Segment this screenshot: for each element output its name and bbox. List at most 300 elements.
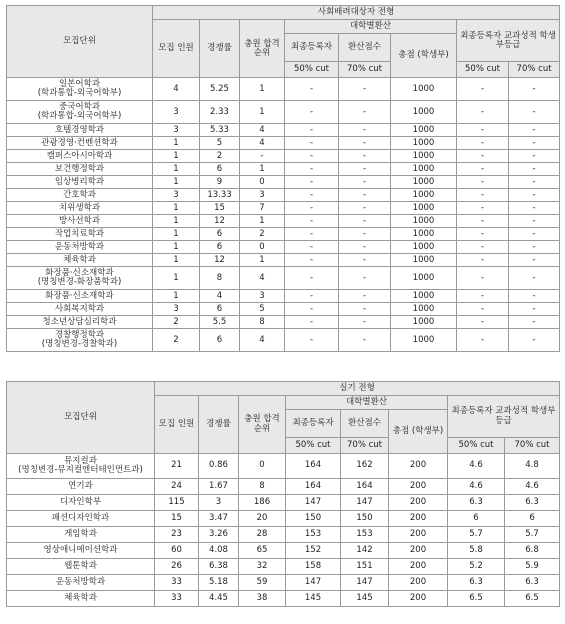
cell-g70: 5.9: [505, 559, 560, 575]
table-row: [7, 78, 560, 101]
cell-rate: 2: [200, 150, 240, 163]
cell-unit: 간호학과: [7, 189, 153, 202]
cell-total: 1000: [391, 176, 457, 189]
cell-quota: 21: [155, 454, 199, 479]
cell-unit: 캠퍼스아시아학과: [7, 150, 153, 163]
cell-rate: 6: [200, 241, 240, 254]
cell-rate: 13.33: [200, 189, 240, 202]
cell-quota: 1: [153, 202, 200, 215]
cell-g50: -: [457, 124, 509, 137]
cell-a70: 151: [341, 559, 389, 575]
cell-g70: -: [509, 124, 560, 137]
cell-a50: 164: [286, 454, 341, 479]
cell-quota: 1: [153, 163, 200, 176]
cell-g50: -: [457, 267, 509, 290]
table-row: [7, 176, 560, 189]
cell-rank: 38: [239, 591, 286, 607]
cell-total: 1000: [391, 316, 457, 329]
table-row: [7, 329, 560, 352]
cell-total: 200: [389, 495, 448, 511]
cell-rate: 3.47: [199, 511, 239, 527]
cell-rank: 1: [240, 215, 285, 228]
col-waitlist-header: 충원 합격 순위: [240, 20, 285, 78]
cell-total: 1000: [391, 137, 457, 150]
cell-rank: 7: [240, 202, 285, 215]
cell-g70: -: [509, 316, 560, 329]
cell-rate: 5.5: [200, 316, 240, 329]
cell-g70: -: [509, 150, 560, 163]
cell-g50: 6.3: [448, 575, 505, 591]
cell-quota: 3: [153, 101, 200, 124]
cell-g70: 4.6: [505, 479, 560, 495]
table-row: [7, 254, 560, 267]
cell-g50: 6.5: [448, 591, 505, 607]
cell-a50: -: [285, 303, 339, 316]
cell-g50: -: [457, 329, 509, 352]
cell-rate: 12: [200, 215, 240, 228]
cell-a70: -: [339, 189, 391, 202]
cell-rate: 4: [200, 290, 240, 303]
cell-a70: -: [339, 254, 391, 267]
cell-g50: -: [457, 241, 509, 254]
cell-rate: 5.33: [200, 124, 240, 137]
cell-g50: 5.8: [448, 543, 505, 559]
col-grade-50cut: 50% cut: [457, 62, 509, 78]
cell-quota: 2: [153, 316, 200, 329]
cell-g50: -: [457, 290, 509, 303]
cell-rank: 1: [240, 78, 285, 101]
cell-quota: 1: [153, 254, 200, 267]
cell-g70: 5.7: [505, 527, 560, 543]
cell-rate: 4.08: [199, 543, 239, 559]
cell-a70: 147: [341, 495, 389, 511]
cell-unit: 연기과: [7, 479, 155, 495]
cell-rank: 8: [239, 479, 286, 495]
cell-rank: 3: [240, 290, 285, 303]
cell-rate: 3: [199, 495, 239, 511]
cell-rate: 5.18: [199, 575, 239, 591]
cell-rate: 15: [200, 202, 240, 215]
cell-a70: -: [339, 150, 391, 163]
cell-g50: -: [457, 78, 509, 101]
cell-quota: 3: [153, 303, 200, 316]
cell-unit: 관광경영·컨벤션학과: [7, 137, 153, 150]
cell-a70: -: [339, 290, 391, 303]
cell-total: 1000: [391, 290, 457, 303]
col-quota-header: 모집 인원: [155, 396, 199, 454]
cell-unit: 임상병리학과: [7, 176, 153, 189]
cell-unit: 보건행정학과: [7, 163, 153, 176]
cell-total: 1000: [391, 267, 457, 290]
cell-g50: -: [457, 254, 509, 267]
cell-g50: 5.2: [448, 559, 505, 575]
cell-rate: 2.33: [200, 101, 240, 124]
cell-unit: 화장품·신소재학과 (명칭변경-화장품학과): [7, 267, 153, 290]
cell-rate: 6: [200, 303, 240, 316]
cell-g50: -: [457, 101, 509, 124]
cell-g70: 4.8: [505, 454, 560, 479]
col-conv-70cut: 70% cut: [341, 438, 389, 454]
cell-a50: -: [285, 290, 339, 303]
table-row: [7, 543, 560, 559]
cell-g70: -: [509, 78, 560, 101]
cell-g70: -: [509, 228, 560, 241]
cell-g70: -: [509, 329, 560, 352]
cell-a50: -: [285, 189, 339, 202]
cell-rank: 28: [239, 527, 286, 543]
cell-quota: 1: [153, 267, 200, 290]
cell-total: 1000: [391, 78, 457, 101]
cell-a50: -: [285, 254, 339, 267]
table-row: [7, 511, 560, 527]
cell-a70: -: [339, 202, 391, 215]
cell-unit: 중국어학과 (학과통합-외국어학부): [7, 101, 153, 124]
table-row: [7, 241, 560, 254]
cell-total: 1000: [391, 101, 457, 124]
cell-a50: -: [285, 163, 339, 176]
cell-a50: 164: [286, 479, 341, 495]
cell-g50: -: [457, 189, 509, 202]
cell-unit: 방사선학과: [7, 215, 153, 228]
table-row: [7, 527, 560, 543]
cell-rank: 0: [240, 241, 285, 254]
cell-rank: 0: [240, 176, 285, 189]
cell-unit: 호텔경영학과: [7, 124, 153, 137]
cell-a70: -: [339, 163, 391, 176]
cell-rank: 59: [239, 575, 286, 591]
cell-unit: 치위생학과: [7, 202, 153, 215]
cell-quota: 1: [153, 176, 200, 189]
cell-rank: 5: [240, 303, 285, 316]
cell-g50: -: [457, 137, 509, 150]
cell-a50: -: [285, 176, 339, 189]
cell-rank: 0: [239, 454, 286, 479]
cell-rate: 6: [200, 228, 240, 241]
cell-total: 200: [389, 527, 448, 543]
cell-a70: -: [339, 228, 391, 241]
col-quota-header: 모집 인원: [153, 20, 200, 78]
col-rate-header: 경쟁률: [200, 20, 240, 78]
table-body: [7, 454, 560, 607]
cell-quota: 26: [155, 559, 199, 575]
group-title: 사회배려대상자 전형: [153, 6, 560, 20]
cell-total: 200: [389, 575, 448, 591]
cell-rank: 4: [240, 137, 285, 150]
cell-g50: -: [457, 163, 509, 176]
cell-rank: 186: [239, 495, 286, 511]
cell-unit: 경찰행정학과 (명칭변경-경찰학과): [7, 329, 153, 352]
cell-quota: 1: [153, 150, 200, 163]
cell-g70: -: [509, 202, 560, 215]
table-row: [7, 215, 560, 228]
cell-quota: 1: [153, 137, 200, 150]
cell-g50: -: [457, 215, 509, 228]
cell-quota: 1: [153, 241, 200, 254]
cell-a50: 152: [286, 543, 341, 559]
col-conversion-header: 대학별환산: [286, 396, 448, 410]
cell-g70: -: [509, 163, 560, 176]
table-row: [7, 316, 560, 329]
col-final-reg-header: 최종등록자: [285, 34, 339, 62]
cell-a50: -: [285, 267, 339, 290]
cell-unit: 영상애니메이션학과: [7, 543, 155, 559]
cell-unit: 체육학과: [7, 254, 153, 267]
cell-rank: 1: [240, 101, 285, 124]
table-row: [7, 591, 560, 607]
col-unit-header: 모집단위: [7, 6, 153, 78]
col-grade-header: 최종등록자 교과성적 학생부등급: [457, 20, 560, 62]
cell-total: 200: [389, 591, 448, 607]
table-row: [7, 124, 560, 137]
cell-a70: -: [339, 241, 391, 254]
cell-total: 200: [389, 511, 448, 527]
cell-rank: -: [240, 150, 285, 163]
cell-g70: 6.3: [505, 575, 560, 591]
cell-unit: 디자인학부: [7, 495, 155, 511]
cell-unit: 패션디자인학과: [7, 511, 155, 527]
cell-a50: -: [285, 215, 339, 228]
cell-a70: -: [339, 137, 391, 150]
cell-quota: 33: [155, 575, 199, 591]
cell-total: 200: [389, 479, 448, 495]
col-grade-70cut: 70% cut: [505, 438, 560, 454]
cell-rate: 5.25: [200, 78, 240, 101]
cell-g50: 6: [448, 511, 505, 527]
cell-a70: -: [339, 101, 391, 124]
cell-unit: 뮤지컬과 (명칭변경-뮤지컬엔터테인먼트과): [7, 454, 155, 479]
cell-rank: 4: [240, 124, 285, 137]
col-conversion-header: 대학별환산: [285, 20, 457, 34]
table-row: [7, 454, 560, 479]
table-row: [7, 290, 560, 303]
col-conv-score-header: 환산점수: [341, 410, 389, 438]
cell-rank: 4: [240, 267, 285, 290]
table-row: [7, 303, 560, 316]
cell-total: 1000: [391, 215, 457, 228]
col-conv-score-header: 환산점수: [339, 34, 391, 62]
cell-quota: 23: [155, 527, 199, 543]
cell-g50: -: [457, 150, 509, 163]
cell-unit: 웹툰학과: [7, 559, 155, 575]
cell-rank: 2: [240, 228, 285, 241]
cell-a70: 153: [341, 527, 389, 543]
cell-quota: 60: [155, 543, 199, 559]
cell-g50: -: [457, 202, 509, 215]
cell-g70: -: [509, 176, 560, 189]
cell-g70: -: [509, 267, 560, 290]
cell-g70: -: [509, 241, 560, 254]
cell-g50: -: [457, 316, 509, 329]
col-grade-header: 최종등록자 교과성적 학생부등급: [448, 396, 560, 438]
cell-rank: 20: [239, 511, 286, 527]
cell-unit: 작업치료학과: [7, 228, 153, 241]
cell-rank: 3: [240, 189, 285, 202]
cell-rate: 12: [200, 254, 240, 267]
cell-a70: -: [339, 176, 391, 189]
cell-unit: 일본어학과 (학과통합-외국어학부): [7, 78, 153, 101]
cell-rate: 3.26: [199, 527, 239, 543]
table-row: [7, 101, 560, 124]
cell-quota: 2: [153, 329, 200, 352]
cell-rate: 8: [200, 267, 240, 290]
cell-a50: 150: [286, 511, 341, 527]
cell-g70: 6.3: [505, 495, 560, 511]
col-conv-70cut: 70% cut: [339, 62, 391, 78]
table-row: [7, 575, 560, 591]
cell-g50: -: [457, 176, 509, 189]
col-total-header: 총점 (학생부): [389, 410, 448, 454]
cell-quota: 1: [153, 228, 200, 241]
cell-a70: 142: [341, 543, 389, 559]
cell-a50: -: [285, 202, 339, 215]
table-row: [7, 202, 560, 215]
cell-g70: -: [509, 101, 560, 124]
cell-g50: 4.6: [448, 479, 505, 495]
cell-total: 1000: [391, 163, 457, 176]
cell-g50: 5.7: [448, 527, 505, 543]
cell-a70: 147: [341, 575, 389, 591]
cell-g70: 6.8: [505, 543, 560, 559]
col-grade-50cut: 50% cut: [448, 438, 505, 454]
cell-rate: 6.38: [199, 559, 239, 575]
cell-a50: -: [285, 101, 339, 124]
cell-a50: -: [285, 228, 339, 241]
cell-quota: 3: [153, 189, 200, 202]
cell-a70: -: [339, 124, 391, 137]
group-title: 실기 전형: [155, 382, 560, 396]
cell-rank: 32: [239, 559, 286, 575]
cell-a70: -: [339, 215, 391, 228]
cell-g50: 4.6: [448, 454, 505, 479]
table-row: [7, 228, 560, 241]
cell-quota: 33: [155, 591, 199, 607]
cell-quota: 15: [155, 511, 199, 527]
cell-g70: -: [509, 303, 560, 316]
cell-unit: 게임학과: [7, 527, 155, 543]
cell-quota: 115: [155, 495, 199, 511]
cell-quota: 4: [153, 78, 200, 101]
cell-g70: -: [509, 189, 560, 202]
table-row: [7, 137, 560, 150]
cell-a50: -: [285, 241, 339, 254]
cell-a70: -: [339, 78, 391, 101]
table-row: [7, 189, 560, 202]
cell-quota: 1: [153, 290, 200, 303]
cell-rate: 6: [200, 329, 240, 352]
cell-total: 1000: [391, 202, 457, 215]
col-waitlist-header: 충원 합격 순위: [239, 396, 286, 454]
cell-a70: -: [339, 303, 391, 316]
cell-a70: 162: [341, 454, 389, 479]
cell-unit: 청소년상담심리학과: [7, 316, 153, 329]
col-conv-50cut: 50% cut: [285, 62, 339, 78]
cell-total: 200: [389, 454, 448, 479]
cell-rank: 4: [240, 329, 285, 352]
cell-a50: 153: [286, 527, 341, 543]
table-row: [7, 267, 560, 290]
cell-a50: 145: [286, 591, 341, 607]
cell-rank: 65: [239, 543, 286, 559]
col-grade-70cut: 70% cut: [509, 62, 560, 78]
cell-rate: 5: [200, 137, 240, 150]
cell-rate: 4.45: [199, 591, 239, 607]
cell-total: 1000: [391, 329, 457, 352]
cell-unit: 운동처방학과: [7, 241, 153, 254]
social-consideration-table: [6, 5, 560, 352]
cell-rank: 1: [240, 254, 285, 267]
cell-a50: 158: [286, 559, 341, 575]
cell-g70: 6.5: [505, 591, 560, 607]
cell-a50: 147: [286, 495, 341, 511]
practical-exam-table: [6, 381, 560, 607]
table-row: [7, 163, 560, 176]
cell-g70: 6: [505, 511, 560, 527]
cell-g50: 6.3: [448, 495, 505, 511]
cell-total: 1000: [391, 254, 457, 267]
col-unit-header: 모집단위: [7, 382, 155, 454]
cell-quota: 24: [155, 479, 199, 495]
cell-total: 1000: [391, 241, 457, 254]
table-row: [7, 479, 560, 495]
cell-total: 1000: [391, 124, 457, 137]
cell-a70: -: [339, 316, 391, 329]
cell-rate: 9: [200, 176, 240, 189]
cell-total: 1000: [391, 303, 457, 316]
cell-unit: 운동처방학과: [7, 575, 155, 591]
cell-a50: -: [285, 150, 339, 163]
cell-rank: 1: [240, 163, 285, 176]
col-total-header: 총점 (학생부): [391, 34, 457, 78]
cell-a50: -: [285, 137, 339, 150]
cell-unit: 체육학과: [7, 591, 155, 607]
cell-g70: -: [509, 215, 560, 228]
cell-rank: 8: [240, 316, 285, 329]
cell-a50: -: [285, 124, 339, 137]
cell-total: 200: [389, 559, 448, 575]
col-rate-header: 경쟁률: [199, 396, 239, 454]
cell-total: 1000: [391, 228, 457, 241]
cell-total: 1000: [391, 150, 457, 163]
table-row: [7, 559, 560, 575]
cell-rate: 0.86: [199, 454, 239, 479]
cell-unit: 사회복지학과: [7, 303, 153, 316]
cell-quota: 3: [153, 124, 200, 137]
cell-a70: 164: [341, 479, 389, 495]
cell-a70: 150: [341, 511, 389, 527]
cell-a50: -: [285, 78, 339, 101]
table-row: [7, 495, 560, 511]
cell-a50: -: [285, 316, 339, 329]
cell-a70: 145: [341, 591, 389, 607]
cell-g70: -: [509, 137, 560, 150]
cell-g70: -: [509, 290, 560, 303]
cell-rate: 1.67: [199, 479, 239, 495]
cell-total: 1000: [391, 189, 457, 202]
col-conv-50cut: 50% cut: [286, 438, 341, 454]
cell-a50: -: [285, 329, 339, 352]
cell-rate: 6: [200, 163, 240, 176]
cell-quota: 1: [153, 215, 200, 228]
cell-g50: -: [457, 228, 509, 241]
cell-a70: -: [339, 329, 391, 352]
cell-g50: -: [457, 303, 509, 316]
cell-total: 200: [389, 543, 448, 559]
cell-a70: -: [339, 267, 391, 290]
cell-unit: 화장품·신소재학과: [7, 290, 153, 303]
cell-g70: -: [509, 254, 560, 267]
col-final-reg-header: 최종등록자: [286, 410, 341, 438]
table-body: [7, 78, 560, 352]
